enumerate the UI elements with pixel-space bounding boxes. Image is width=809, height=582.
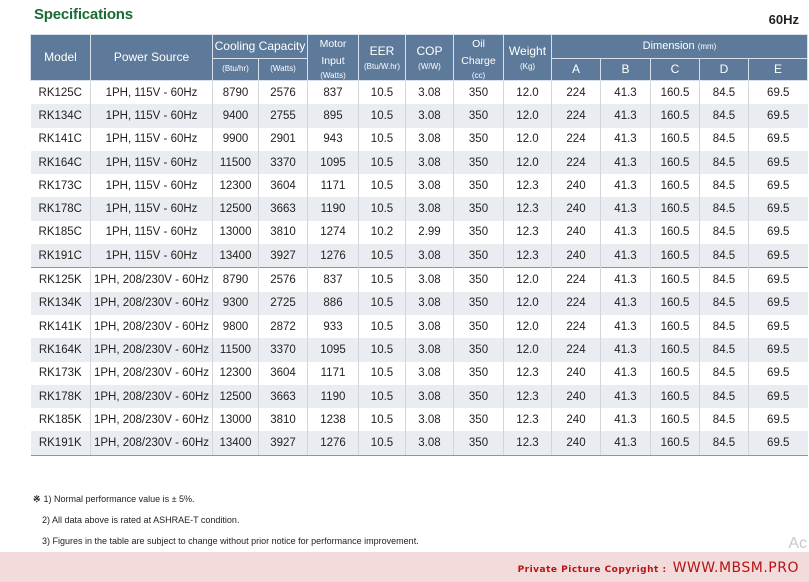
- cell-dim-c: 160.5: [651, 431, 700, 455]
- table-row: [31, 197, 808, 220]
- cell-dim-d: 84.5: [700, 362, 749, 385]
- cell-motor-input: 933: [308, 315, 359, 338]
- cell-cop: 3.08: [406, 408, 454, 431]
- cell-dim-d: 84.5: [700, 221, 749, 244]
- cell-dim-a: 240: [552, 362, 601, 385]
- cell-dim-d: 84.5: [700, 338, 749, 361]
- cell-model: RK134C: [31, 104, 91, 127]
- cell-dim-e: 69.5: [749, 174, 808, 197]
- header-cooling-capacity: Cooling Capacity: [213, 35, 308, 59]
- cell-dim-d: 84.5: [700, 174, 749, 197]
- cell-oil-charge: 350: [454, 315, 504, 338]
- cell-cooling-btu: 8790: [213, 268, 259, 292]
- cell-motor-input: 1276: [308, 244, 359, 268]
- cell-dim-b: 41.3: [601, 385, 651, 408]
- cell-dim-e: 69.5: [749, 221, 808, 244]
- cell-motor-input: 1190: [308, 385, 359, 408]
- cell-power-source: 1PH, 115V - 60Hz: [91, 174, 213, 197]
- cell-dim-e: 69.5: [749, 292, 808, 315]
- cell-model: RK178C: [31, 197, 91, 220]
- cell-oil-charge: 350: [454, 385, 504, 408]
- cell-dim-a: 240: [552, 174, 601, 197]
- cell-weight: 12.0: [504, 292, 552, 315]
- cell-model: RK164K: [31, 338, 91, 361]
- cell-power-source: 1PH, 115V - 60Hz: [91, 104, 213, 127]
- cell-oil-charge: 350: [454, 362, 504, 385]
- cell-dim-a: 224: [552, 338, 601, 361]
- cell-dim-b: 41.3: [601, 431, 651, 455]
- cell-eer: 10.5: [359, 151, 406, 174]
- cell-dim-c: 160.5: [651, 197, 700, 220]
- cell-dim-c: 160.5: [651, 338, 700, 361]
- cell-motor-input: 1095: [308, 151, 359, 174]
- cell-cooling-btu: 13400: [213, 244, 259, 268]
- cell-eer: 10.5: [359, 174, 406, 197]
- cell-model: RK141C: [31, 128, 91, 151]
- cell-dim-d: 84.5: [700, 128, 749, 151]
- cell-dim-c: 160.5: [651, 174, 700, 197]
- cell-dim-a: 224: [552, 128, 601, 151]
- cell-dim-e: 69.5: [749, 244, 808, 268]
- table-row: [31, 81, 808, 105]
- cell-model: RK125C: [31, 81, 91, 105]
- cell-cop: 3.08: [406, 431, 454, 455]
- cell-model: RK134K: [31, 292, 91, 315]
- header-dim-c: C: [651, 59, 700, 81]
- cell-power-source: 1PH, 208/230V - 60Hz: [91, 385, 213, 408]
- header-cc-watts: (Watts): [259, 59, 308, 81]
- cell-cooling-btu: 11500: [213, 338, 259, 361]
- cell-model: RK173C: [31, 174, 91, 197]
- cell-power-source: 1PH, 115V - 60Hz: [91, 197, 213, 220]
- header-eer: EER (Btu/W.hr): [359, 35, 406, 81]
- footnote-2: 2) All data above is rated at ASHRAE-T condition.: [42, 515, 240, 525]
- cell-dim-b: 41.3: [601, 221, 651, 244]
- cell-cop: 3.08: [406, 338, 454, 361]
- cell-dim-c: 160.5: [651, 268, 700, 292]
- cell-motor-input: 886: [308, 292, 359, 315]
- cell-cop: 3.08: [406, 151, 454, 174]
- cell-eer: 10.5: [359, 244, 406, 268]
- cell-dim-e: 69.5: [749, 104, 808, 127]
- cell-motor-input: 837: [308, 268, 359, 292]
- cell-oil-charge: 350: [454, 104, 504, 127]
- cell-dim-b: 41.3: [601, 128, 651, 151]
- cell-dim-e: 69.5: [749, 315, 808, 338]
- cell-oil-charge: 350: [454, 151, 504, 174]
- cell-cooling-watts: 2872: [259, 315, 308, 338]
- cell-cooling-btu: 12500: [213, 197, 259, 220]
- header-motor-input: Motor Input (Watts): [308, 35, 359, 81]
- cell-power-source: 1PH, 208/230V - 60Hz: [91, 315, 213, 338]
- cell-cop: 3.08: [406, 268, 454, 292]
- cell-dim-d: 84.5: [700, 408, 749, 431]
- cell-model: RK178K: [31, 385, 91, 408]
- cell-cooling-btu: 9400: [213, 104, 259, 127]
- cell-eer: 10.5: [359, 338, 406, 361]
- page-title: Specifications: [34, 6, 133, 23]
- cell-eer: 10.5: [359, 104, 406, 127]
- cell-cooling-btu: 13000: [213, 408, 259, 431]
- cell-dim-d: 84.5: [700, 431, 749, 455]
- cell-dim-b: 41.3: [601, 104, 651, 127]
- cell-cop: 3.08: [406, 385, 454, 408]
- header-cop: COP (W/W): [406, 35, 454, 81]
- cell-cop: 3.08: [406, 81, 454, 105]
- cell-model: RK185K: [31, 408, 91, 431]
- cell-cooling-watts: 2725: [259, 292, 308, 315]
- cell-dim-e: 69.5: [749, 408, 808, 431]
- cell-dim-d: 84.5: [700, 268, 749, 292]
- cell-cop: 3.08: [406, 315, 454, 338]
- cell-cooling-btu: 12500: [213, 385, 259, 408]
- header-dim-d: D: [700, 59, 749, 81]
- cell-model: RK141K: [31, 315, 91, 338]
- cell-power-source: 1PH, 208/230V - 60Hz: [91, 338, 213, 361]
- cell-cooling-watts: 3663: [259, 385, 308, 408]
- cell-dim-a: 224: [552, 81, 601, 105]
- cell-weight: 12.3: [504, 174, 552, 197]
- cell-dim-b: 41.3: [601, 174, 651, 197]
- cell-cooling-btu: 11500: [213, 151, 259, 174]
- table-row: [31, 221, 808, 244]
- copyright-label: Private Picture Copyright :: [517, 565, 667, 575]
- cell-dim-c: 160.5: [651, 244, 700, 268]
- cell-weight: 12.3: [504, 244, 552, 268]
- cell-dim-c: 160.5: [651, 151, 700, 174]
- copyright-bar: [0, 552, 809, 582]
- header-weight: Weight (Kg): [504, 35, 552, 81]
- cell-weight: 12.3: [504, 408, 552, 431]
- cell-motor-input: 895: [308, 104, 359, 127]
- cell-oil-charge: 350: [454, 338, 504, 361]
- cell-dim-e: 69.5: [749, 268, 808, 292]
- cell-dim-d: 84.5: [700, 244, 749, 268]
- table-row: [31, 174, 808, 197]
- copyright-text: [518, 560, 799, 576]
- cell-power-source: 1PH, 208/230V - 60Hz: [91, 268, 213, 292]
- cell-dim-d: 84.5: [700, 151, 749, 174]
- header-power-source: Power Source: [91, 35, 213, 81]
- table-header: [31, 35, 808, 81]
- cell-dim-e: 69.5: [749, 197, 808, 220]
- header-dim-e: E: [749, 59, 808, 81]
- cell-cooling-watts: 2576: [259, 81, 308, 105]
- cell-dim-b: 41.3: [601, 81, 651, 105]
- header-oil-charge: Oil Charge (cc): [454, 35, 504, 81]
- cell-oil-charge: 350: [454, 221, 504, 244]
- cell-cooling-btu: 12300: [213, 174, 259, 197]
- cell-motor-input: 1095: [308, 338, 359, 361]
- cell-eer: 10.5: [359, 292, 406, 315]
- cell-cop: 3.08: [406, 128, 454, 151]
- cell-cop: 3.08: [406, 292, 454, 315]
- table-row: [31, 408, 808, 431]
- cell-cooling-btu: 8790: [213, 81, 259, 105]
- cell-weight: 12.0: [504, 338, 552, 361]
- cell-cooling-watts: 3370: [259, 338, 308, 361]
- cell-dim-b: 41.3: [601, 292, 651, 315]
- cell-cop: 3.08: [406, 174, 454, 197]
- cell-model: RK125K: [31, 268, 91, 292]
- cell-oil-charge: 350: [454, 268, 504, 292]
- cell-model: RK191K: [31, 431, 91, 455]
- cell-dim-c: 160.5: [651, 362, 700, 385]
- cell-power-source: 1PH, 115V - 60Hz: [91, 81, 213, 105]
- cell-cooling-watts: 3604: [259, 174, 308, 197]
- cell-cooling-btu: 13000: [213, 221, 259, 244]
- cell-motor-input: 1171: [308, 174, 359, 197]
- cell-eer: 10.2: [359, 221, 406, 244]
- table-row: [31, 268, 808, 292]
- cell-oil-charge: 350: [454, 292, 504, 315]
- table-row: [31, 244, 808, 268]
- cell-cooling-btu: 9900: [213, 128, 259, 151]
- header-model: Model: [31, 35, 91, 81]
- cell-cop: 2.99: [406, 221, 454, 244]
- cell-weight: 12.0: [504, 104, 552, 127]
- cell-oil-charge: 350: [454, 128, 504, 151]
- cell-weight: 12.3: [504, 385, 552, 408]
- cell-power-source: 1PH, 115V - 60Hz: [91, 128, 213, 151]
- table-row: [31, 128, 808, 151]
- cell-weight: 12.3: [504, 221, 552, 244]
- table-row: [31, 292, 808, 315]
- spec-table-container: [30, 34, 807, 456]
- cell-dim-b: 41.3: [601, 315, 651, 338]
- cell-dim-b: 41.3: [601, 151, 651, 174]
- cell-dim-e: 69.5: [749, 362, 808, 385]
- cell-cop: 3.08: [406, 104, 454, 127]
- cell-cooling-watts: 3927: [259, 244, 308, 268]
- cell-dim-c: 160.5: [651, 128, 700, 151]
- cell-power-source: 1PH, 208/230V - 60Hz: [91, 431, 213, 455]
- cell-eer: 10.5: [359, 128, 406, 151]
- cell-dim-c: 160.5: [651, 385, 700, 408]
- cell-oil-charge: 350: [454, 244, 504, 268]
- footnotes: [33, 489, 419, 552]
- note-mark: ※: [33, 494, 41, 504]
- cell-dim-b: 41.3: [601, 244, 651, 268]
- cell-power-source: 1PH, 115V - 60Hz: [91, 151, 213, 174]
- table-row: [31, 431, 808, 455]
- cell-eer: 10.5: [359, 81, 406, 105]
- cell-oil-charge: 350: [454, 81, 504, 105]
- cell-dim-c: 160.5: [651, 408, 700, 431]
- cell-oil-charge: 350: [454, 408, 504, 431]
- cell-weight: 12.3: [504, 197, 552, 220]
- header-dim-b: B: [601, 59, 651, 81]
- cell-dim-a: 240: [552, 431, 601, 455]
- cell-cooling-watts: 3604: [259, 362, 308, 385]
- cell-dim-b: 41.3: [601, 362, 651, 385]
- cell-dim-a: 240: [552, 244, 601, 268]
- cell-dim-a: 224: [552, 151, 601, 174]
- table-row: [31, 315, 808, 338]
- frequency-label: 60Hz: [768, 12, 799, 27]
- spec-table: [30, 34, 808, 456]
- cell-weight: 12.0: [504, 268, 552, 292]
- cell-motor-input: 1276: [308, 431, 359, 455]
- cell-eer: 10.5: [359, 362, 406, 385]
- table-row: [31, 104, 808, 127]
- cell-dim-a: 240: [552, 408, 601, 431]
- cell-motor-input: 1171: [308, 362, 359, 385]
- table-row: [31, 151, 808, 174]
- cell-dim-c: 160.5: [651, 315, 700, 338]
- header-dimension: Dimension (mm): [552, 35, 808, 59]
- cell-model: RK185C: [31, 221, 91, 244]
- footnote-3: 3) Figures in the table are subject to change without prior notice for performance improvement.: [42, 536, 419, 546]
- cell-eer: 10.5: [359, 408, 406, 431]
- cell-cooling-watts: 3370: [259, 151, 308, 174]
- cell-dim-e: 69.5: [749, 151, 808, 174]
- cell-motor-input: 943: [308, 128, 359, 151]
- cell-dim-a: 224: [552, 315, 601, 338]
- cell-dim-b: 41.3: [601, 338, 651, 361]
- cell-model: RK173K: [31, 362, 91, 385]
- cell-cooling-watts: 3663: [259, 197, 308, 220]
- header-cc-btu: (Btu/hr): [213, 59, 259, 81]
- cell-dim-a: 224: [552, 292, 601, 315]
- cell-cooling-watts: 2576: [259, 268, 308, 292]
- cell-motor-input: 837: [308, 81, 359, 105]
- cell-model: RK164C: [31, 151, 91, 174]
- cell-cooling-btu: 9300: [213, 292, 259, 315]
- cell-cooling-btu: 12300: [213, 362, 259, 385]
- cell-cooling-watts: 3927: [259, 431, 308, 455]
- cell-eer: 10.5: [359, 385, 406, 408]
- cell-dim-a: 240: [552, 385, 601, 408]
- cell-cop: 3.08: [406, 362, 454, 385]
- cell-dim-b: 41.3: [601, 408, 651, 431]
- cell-eer: 10.5: [359, 315, 406, 338]
- cell-dim-c: 160.5: [651, 104, 700, 127]
- table-row: [31, 362, 808, 385]
- cell-eer: 10.5: [359, 431, 406, 455]
- cell-dim-e: 69.5: [749, 431, 808, 455]
- cell-power-source: 1PH, 208/230V - 60Hz: [91, 362, 213, 385]
- cell-dim-e: 69.5: [749, 128, 808, 151]
- cell-dim-e: 69.5: [749, 338, 808, 361]
- cell-weight: 12.0: [504, 128, 552, 151]
- cell-dim-a: 224: [552, 104, 601, 127]
- table-row: [31, 385, 808, 408]
- cell-cooling-watts: 2901: [259, 128, 308, 151]
- cell-dim-c: 160.5: [651, 81, 700, 105]
- cell-dim-a: 240: [552, 197, 601, 220]
- cell-dim-d: 84.5: [700, 104, 749, 127]
- table-body: [31, 81, 808, 456]
- cell-power-source: 1PH, 208/230V - 60Hz: [91, 408, 213, 431]
- cell-power-source: 1PH, 208/230V - 60Hz: [91, 292, 213, 315]
- cell-dim-b: 41.3: [601, 197, 651, 220]
- cell-oil-charge: 350: [454, 174, 504, 197]
- header-dim-a: A: [552, 59, 601, 81]
- cell-cooling-watts: 2755: [259, 104, 308, 127]
- copyright-site: WWW.MBSM.PRO: [672, 560, 799, 576]
- cell-weight: 12.0: [504, 81, 552, 105]
- table-row: [31, 338, 808, 361]
- cell-dim-c: 160.5: [651, 292, 700, 315]
- cell-power-source: 1PH, 115V - 60Hz: [91, 244, 213, 268]
- cell-cooling-btu: 9800: [213, 315, 259, 338]
- cell-dim-a: 224: [552, 268, 601, 292]
- cell-dim-a: 240: [552, 221, 601, 244]
- cell-model: RK191C: [31, 244, 91, 268]
- cell-cop: 3.08: [406, 244, 454, 268]
- cell-motor-input: 1238: [308, 408, 359, 431]
- cell-eer: 10.5: [359, 268, 406, 292]
- cell-dim-c: 160.5: [651, 221, 700, 244]
- cell-dim-b: 41.3: [601, 268, 651, 292]
- cell-dim-d: 84.5: [700, 197, 749, 220]
- footnote-1: ※ 1) Normal performance value is ± 5%.: [33, 494, 195, 504]
- ghost-text: Ac: [788, 535, 807, 552]
- cell-dim-d: 84.5: [700, 81, 749, 105]
- cell-oil-charge: 350: [454, 197, 504, 220]
- cell-cooling-watts: 3810: [259, 221, 308, 244]
- cell-dim-d: 84.5: [700, 315, 749, 338]
- cell-cooling-watts: 3810: [259, 408, 308, 431]
- cell-dim-d: 84.5: [700, 292, 749, 315]
- cell-cooling-btu: 13400: [213, 431, 259, 455]
- cell-motor-input: 1274: [308, 221, 359, 244]
- cell-weight: 12.0: [504, 151, 552, 174]
- cell-cop: 3.08: [406, 197, 454, 220]
- cell-weight: 12.3: [504, 362, 552, 385]
- cell-weight: 12.3: [504, 431, 552, 455]
- cell-dim-e: 69.5: [749, 385, 808, 408]
- cell-weight: 12.0: [504, 315, 552, 338]
- cell-motor-input: 1190: [308, 197, 359, 220]
- cell-dim-e: 69.5: [749, 81, 808, 105]
- cell-oil-charge: 350: [454, 431, 504, 455]
- cell-eer: 10.5: [359, 197, 406, 220]
- cell-dim-d: 84.5: [700, 385, 749, 408]
- cell-power-source: 1PH, 115V - 60Hz: [91, 221, 213, 244]
